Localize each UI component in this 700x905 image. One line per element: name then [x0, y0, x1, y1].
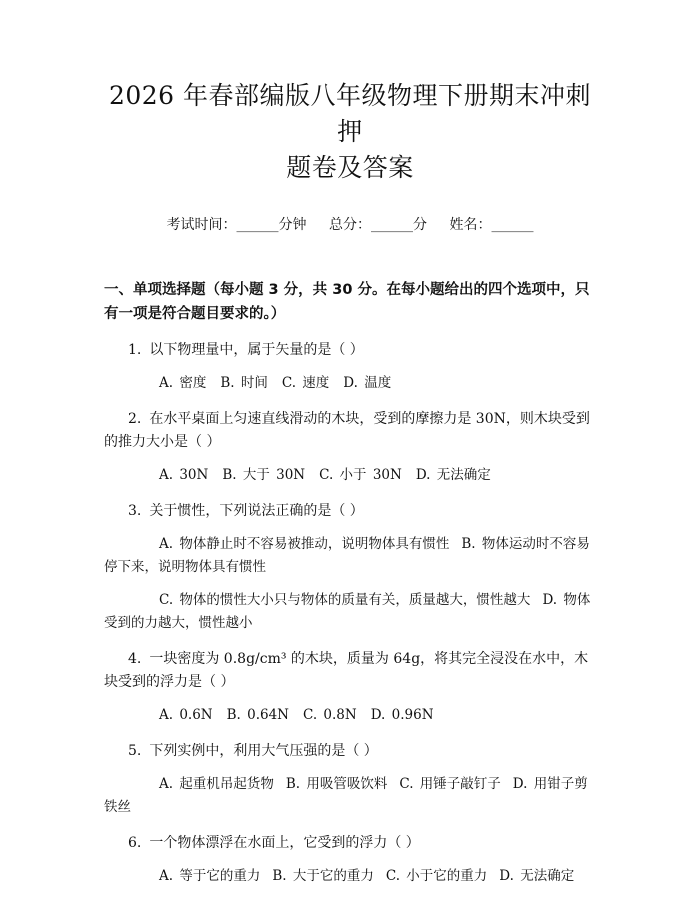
exam-title: [104, 78, 596, 186]
option-c: C. 0.8N: [303, 707, 357, 723]
question-options: [104, 464, 596, 487]
option-b: B. 0.64N: [226, 707, 289, 723]
question-number: 1.: [128, 342, 142, 358]
option-d: D. 温度: [343, 375, 392, 391]
option-c: C. 小于它的重力: [385, 868, 488, 884]
question-number: 4.: [128, 651, 142, 667]
question-text: 在水平桌面上匀速直线滑动的木块，受到的摩擦力是 30N，则木块受到的推力大小是（ ）: [104, 411, 590, 450]
option-a: A. 等于它的重力: [159, 868, 261, 884]
question-text: 关于惯性，下列说法正确的是（ ）: [149, 503, 364, 519]
option-d: D. 0.96N: [370, 707, 434, 723]
question-item: [104, 648, 596, 694]
question-number: 5.: [128, 743, 142, 759]
option-b: B. 物体运动时不容易停下来，说明物体具有惯性: [104, 536, 590, 575]
option-c: C. 速度: [281, 375, 330, 391]
section-heading: 一、单项选择题（每小题 3 分，共 30 分。在每小题给出的四个选项中，只有一项是符合题目要求的。）: [104, 282, 590, 322]
exam-title-line1: 2026 年春部编版八年级物理下册期末冲刺押: [108, 81, 592, 146]
option-c: C. 小于 30N: [319, 467, 402, 483]
option-a: A. 30N: [159, 467, 209, 483]
option-a: A. 起重机吊起货物: [159, 776, 274, 792]
question-number: 2.: [128, 411, 142, 427]
question-item: [104, 339, 596, 362]
exam-info-line: [104, 214, 596, 234]
question-text: 一个物体漂浮在水面上，它受到的浮力（ ）: [149, 835, 420, 851]
question-options: [104, 372, 596, 395]
option-c: C. 物体的惯性大小只与物体的质量有关，质量越大，惯性越大: [159, 592, 531, 608]
question-text: 下列实例中，利用大气压强的是（ ）: [149, 743, 378, 759]
option-d: D. 无法确定: [415, 467, 491, 483]
option-a: A. 密度: [159, 375, 207, 391]
question-number: 3.: [128, 503, 142, 519]
option-d: D. 用钳子剪铁丝: [104, 776, 588, 815]
option-c: C. 用锤子敲钉子: [399, 776, 501, 792]
option-b: B. 大于它的重力: [272, 868, 374, 884]
question-options: [104, 704, 596, 727]
question-text: 以下物理量中，属于矢量的是（ ）: [149, 342, 364, 358]
option-b: B. 用吸管吸饮料: [285, 776, 388, 792]
exam-name-field: 姓名：______: [449, 217, 534, 233]
question-item: [104, 408, 596, 454]
option-b: B. 大于 30N: [222, 467, 306, 483]
question-item: [104, 740, 596, 763]
question-options: [104, 589, 596, 635]
exam-title-line2: 题卷及答案: [286, 153, 414, 182]
option-d: D. 物体受到的力越大，惯性越小: [104, 592, 591, 631]
question-item: [104, 500, 596, 523]
question-options: [104, 865, 596, 888]
exam-time-field: 考试时间：______分钟: [166, 217, 307, 233]
exam-score-field: 总分：______分: [329, 217, 427, 233]
question-item: [104, 832, 596, 855]
question-text: 一块密度为 0.8g/cm³ 的木块，质量为 64g，将其完全浸没在水中，木块受到的浮力是（ ）: [104, 651, 589, 690]
option-d: D. 无法确定: [499, 868, 575, 884]
question-options: [104, 533, 596, 579]
question-number: 6.: [128, 835, 142, 851]
option-a: A. 物体静止时不容易被推动，说明物体具有惯性: [159, 536, 450, 552]
option-b: B. 时间: [220, 375, 268, 391]
option-a: A. 0.6N: [159, 707, 213, 723]
question-options: [104, 773, 596, 819]
